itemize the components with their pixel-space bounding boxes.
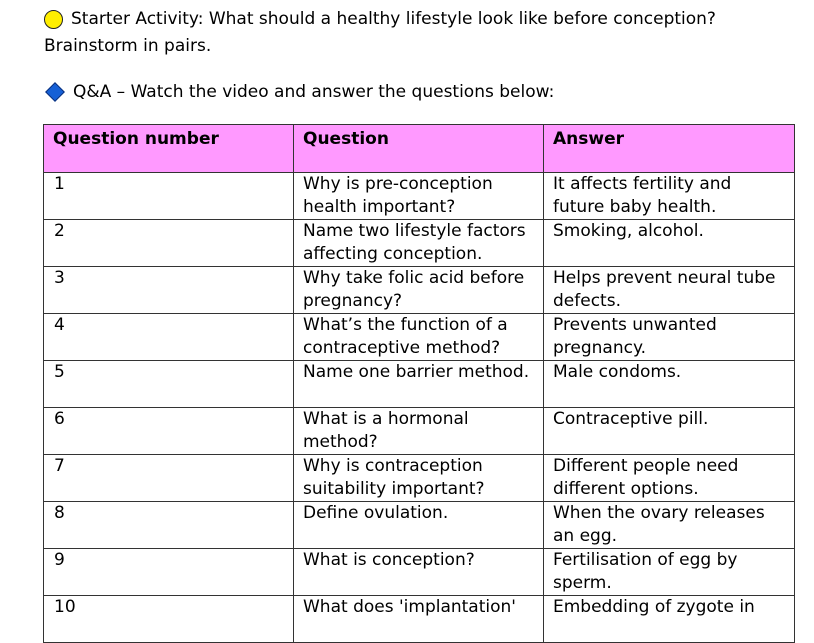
header-answer: Answer <box>544 125 795 173</box>
table-row <box>44 502 795 549</box>
answer-cell: Fertilisation of egg by sperm. <box>544 549 795 596</box>
question-number: 3 <box>44 267 294 314</box>
table-header-row <box>44 125 795 173</box>
table-row <box>44 220 795 267</box>
qa-instruction <box>44 81 554 103</box>
question-cell: What does 'implantation' <box>294 596 544 643</box>
question-number: 10 <box>44 596 294 643</box>
answer-cell: Different people need different options. <box>544 455 795 502</box>
blue-diamond-icon <box>45 82 65 102</box>
header-question: Question <box>294 125 544 173</box>
table-row <box>44 455 795 502</box>
starter-text: Starter Activity: What should a healthy lifestyle look like before conception? <box>71 9 716 29</box>
question-cell: Name two lifestyle factors affecting conception. <box>294 220 544 267</box>
starter-activity <box>44 8 716 30</box>
question-cell: What’s the function of a contraceptive method? <box>294 314 544 361</box>
brainstorm-text: Brainstorm in pairs. <box>44 36 212 56</box>
question-number: 8 <box>44 502 294 549</box>
question-number: 1 <box>44 173 294 220</box>
question-number: 6 <box>44 408 294 455</box>
answer-cell: When the ovary releases an egg. <box>544 502 795 549</box>
qa-table <box>43 124 795 643</box>
question-cell: Define ovulation. <box>294 502 544 549</box>
question-cell: Why is pre-conception health important? <box>294 173 544 220</box>
question-cell: What is a hormonal method? <box>294 408 544 455</box>
question-cell: Why take folic acid before pregnancy? <box>294 267 544 314</box>
answer-cell: Embedding of zygote in <box>544 596 795 643</box>
table-row <box>44 361 795 408</box>
question-number: 5 <box>44 361 294 408</box>
table-row <box>44 596 795 643</box>
table-row <box>44 173 795 220</box>
qa-text: Q&A – Watch the video and answer the questions below: <box>73 82 555 102</box>
question-number: 4 <box>44 314 294 361</box>
question-number: 2 <box>44 220 294 267</box>
table-row <box>44 408 795 455</box>
table-row <box>44 267 795 314</box>
header-question-number: Question number <box>44 125 294 173</box>
yellow-circle-icon <box>44 10 63 29</box>
answer-cell: Prevents unwanted pregnancy. <box>544 314 795 361</box>
answer-cell: Contraceptive pill. <box>544 408 795 455</box>
question-cell: Why is contraception suitability important? <box>294 455 544 502</box>
question-number: 7 <box>44 455 294 502</box>
answer-cell: Helps prevent neural tube defects. <box>544 267 795 314</box>
question-cell: What is conception? <box>294 549 544 596</box>
answer-cell: It affects fertility and future baby health. <box>544 173 795 220</box>
question-cell: Name one barrier method. <box>294 361 544 408</box>
question-number: 9 <box>44 549 294 596</box>
answer-cell: Smoking, alcohol. <box>544 220 795 267</box>
table-row <box>44 549 795 596</box>
answer-cell: Male condoms. <box>544 361 795 408</box>
table-row <box>44 314 795 361</box>
